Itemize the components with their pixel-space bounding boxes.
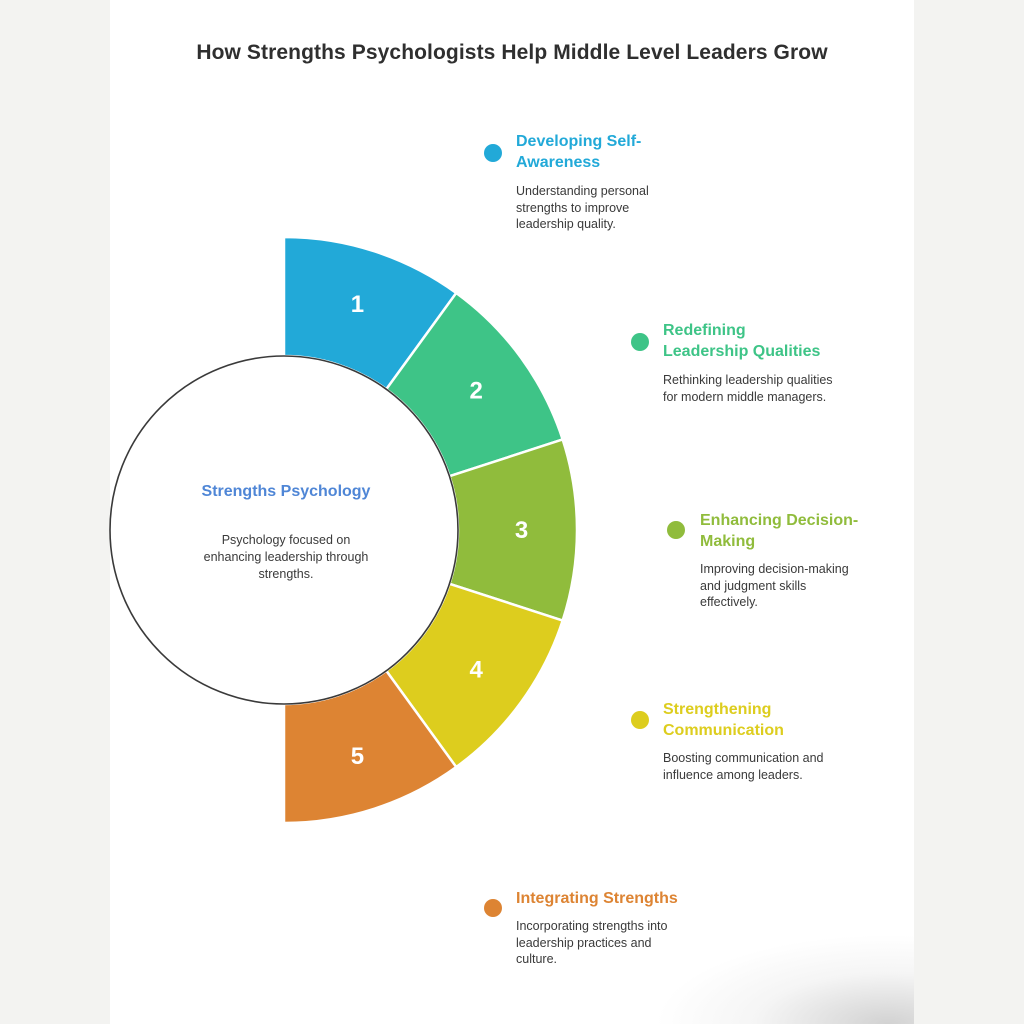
item-dot xyxy=(667,521,685,539)
center-description: Psychology focused on enhancing leadership through strengths. xyxy=(203,533,369,581)
item-description: Rethinking leadership qualities for modern middle managers. xyxy=(663,373,833,404)
item-title: Integrating Strengths xyxy=(516,890,678,907)
item-title: Enhancing Decision-Making xyxy=(700,512,859,550)
segment-number-1: 1 xyxy=(350,291,365,319)
item-description: Incorporating strengths into leadership practices and culture. xyxy=(516,919,668,966)
item-title: Strengthening Communication xyxy=(663,701,784,739)
item-dot xyxy=(631,711,649,729)
item-description: Understanding personal strengths to improve leadership quality. xyxy=(516,184,649,231)
segment-number-5: 5 xyxy=(350,742,365,770)
center-title: Strengths Psychology xyxy=(201,483,371,500)
segment-number-2: 2 xyxy=(469,377,483,405)
center-circle xyxy=(110,356,458,704)
item-title: Redefining Leadership Qualities xyxy=(663,322,821,360)
segment-number-3: 3 xyxy=(514,517,529,544)
item-dot xyxy=(484,144,502,162)
segment-number-4: 4 xyxy=(469,656,483,684)
item-description: Improving decision-making and judgment skills effectively. xyxy=(700,562,849,609)
item-dot xyxy=(484,899,502,917)
item-description: Boosting communication and influence among leaders. xyxy=(663,751,824,782)
item-title: Developing Self-Awareness xyxy=(516,133,642,171)
item-dot xyxy=(631,333,649,351)
diagram-title: How Strengths Psychologists Help Middle Level Leaders Grow xyxy=(196,41,828,64)
